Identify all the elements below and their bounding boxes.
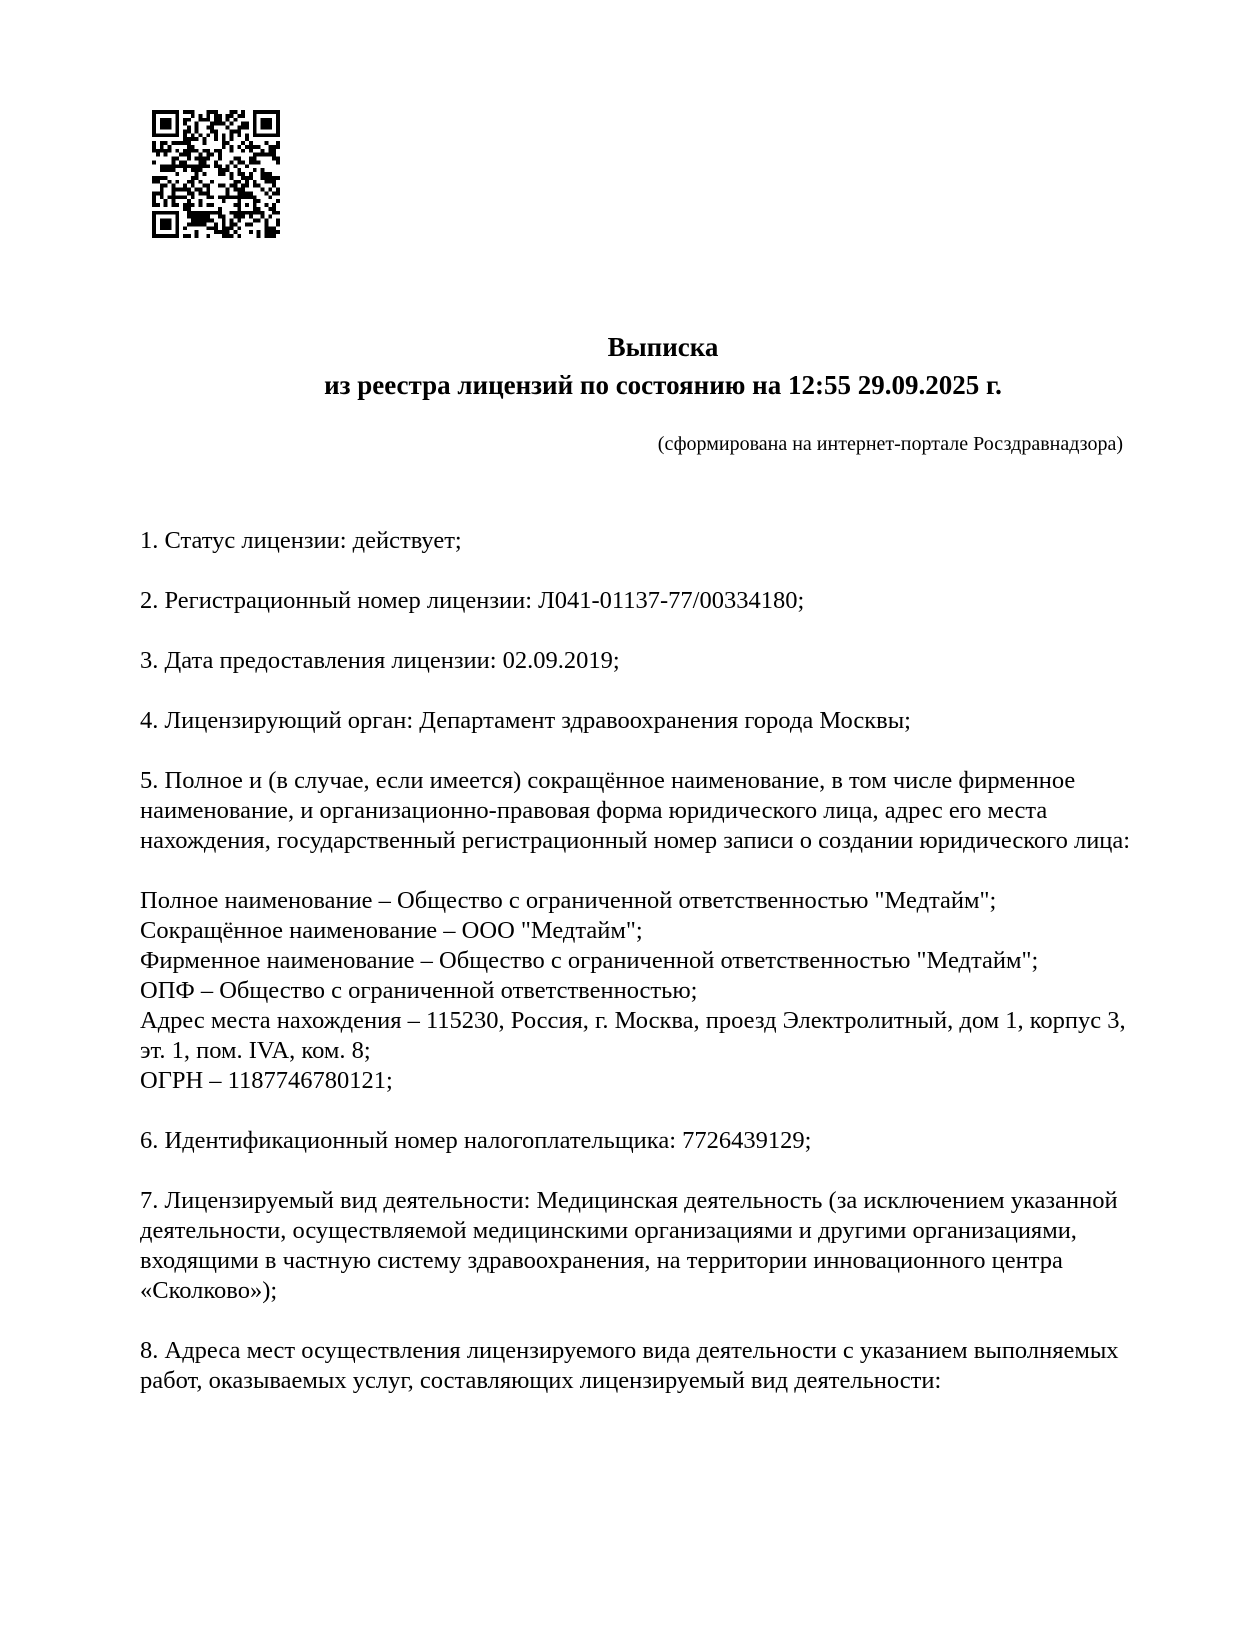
paragraph-line: эт. 1, пом. IVA, ком. 8;	[140, 1037, 371, 1064]
paragraph-line: 6. Идентификационный номер налогоплательщика: 7726439129;	[140, 1127, 812, 1154]
title-line-1: Выписка	[607, 332, 719, 362]
paragraph-line: 4. Лицензирующий орган: Департамент здравоохранения города Москвы;	[140, 707, 911, 734]
paragraph-line: Фирменное наименование – Общество с ограниченной ответственностью "Медтайм";	[140, 947, 1039, 974]
item-5-entity-intro	[140, 766, 1140, 856]
item-8-activity-addresses-intro	[140, 1336, 1140, 1396]
item-3-grant-date	[140, 646, 1140, 676]
paragraph-line: Полное наименование – Общество с ограниченной ответственностью "Медтайм";	[140, 887, 997, 914]
paragraph-line: 3. Дата предоставления лицензии: 02.09.2019;	[140, 647, 620, 674]
paragraph-line: входящими в частную систему здравоохранения, на территории инновационного центра	[140, 1247, 1063, 1274]
paragraph-line: ОГРН – 1187746780121;	[140, 1067, 393, 1094]
qr-code-icon	[152, 110, 280, 238]
paragraph-line: 8. Адреса мест осуществления лицензируемого вида деятельности с указанием выполняемых	[140, 1337, 1119, 1364]
entity-details	[140, 886, 1140, 1096]
item-1-license-status	[140, 526, 1140, 556]
paragraph-line: наименование, и организационно-правовая форма юридического лица, адрес его места	[140, 797, 1048, 824]
title-line-2: из реестра лицензий по состоянию на 12:55 29.09.2025 г.	[324, 370, 1002, 400]
document-subtitle: (сформирована на интернет-портале Росздравнадзора)	[657, 433, 1123, 455]
document-title	[140, 328, 1186, 404]
paragraph-line: 2. Регистрационный номер лицензии: Л041-01137-77/00334180;	[140, 587, 805, 614]
paragraph-line: «Сколково»);	[140, 1277, 278, 1304]
paragraph-line: деятельности, осуществляемой медицинскими организациями и другими организациями,	[140, 1217, 1077, 1244]
paragraph-line: 1. Статус лицензии: действует;	[140, 527, 462, 554]
paragraph-line: работ, оказываемых услуг, составляющих лицензируемый вид деятельности:	[140, 1367, 942, 1394]
item-6-taxpayer-number	[140, 1126, 1140, 1156]
item-2-registration-number	[140, 586, 1140, 616]
item-4-licensing-authority	[140, 706, 1140, 736]
paragraph-line: 5. Полное и (в случае, если имеется) сокращённое наименование, в том числе фирменное	[140, 767, 1076, 794]
document-body	[140, 526, 1140, 1426]
paragraph-line: ОПФ – Общество с ограниченной ответственностью;	[140, 977, 698, 1004]
paragraph-line: 7. Лицензируемый вид деятельности: Медицинская деятельность (за исключением указанной	[140, 1187, 1118, 1214]
paragraph-line: Адрес места нахождения – 115230, Россия, г. Москва, проезд Электролитный, дом 1, корпус 3,	[140, 1007, 1126, 1034]
item-7-licensed-activity	[140, 1186, 1140, 1306]
paragraph-line: нахождения, государственный регистрационный номер записи о создании юридического лица:	[140, 827, 1131, 854]
paragraph-line: Сокращённое наименование – ООО "Медтайм";	[140, 917, 643, 944]
